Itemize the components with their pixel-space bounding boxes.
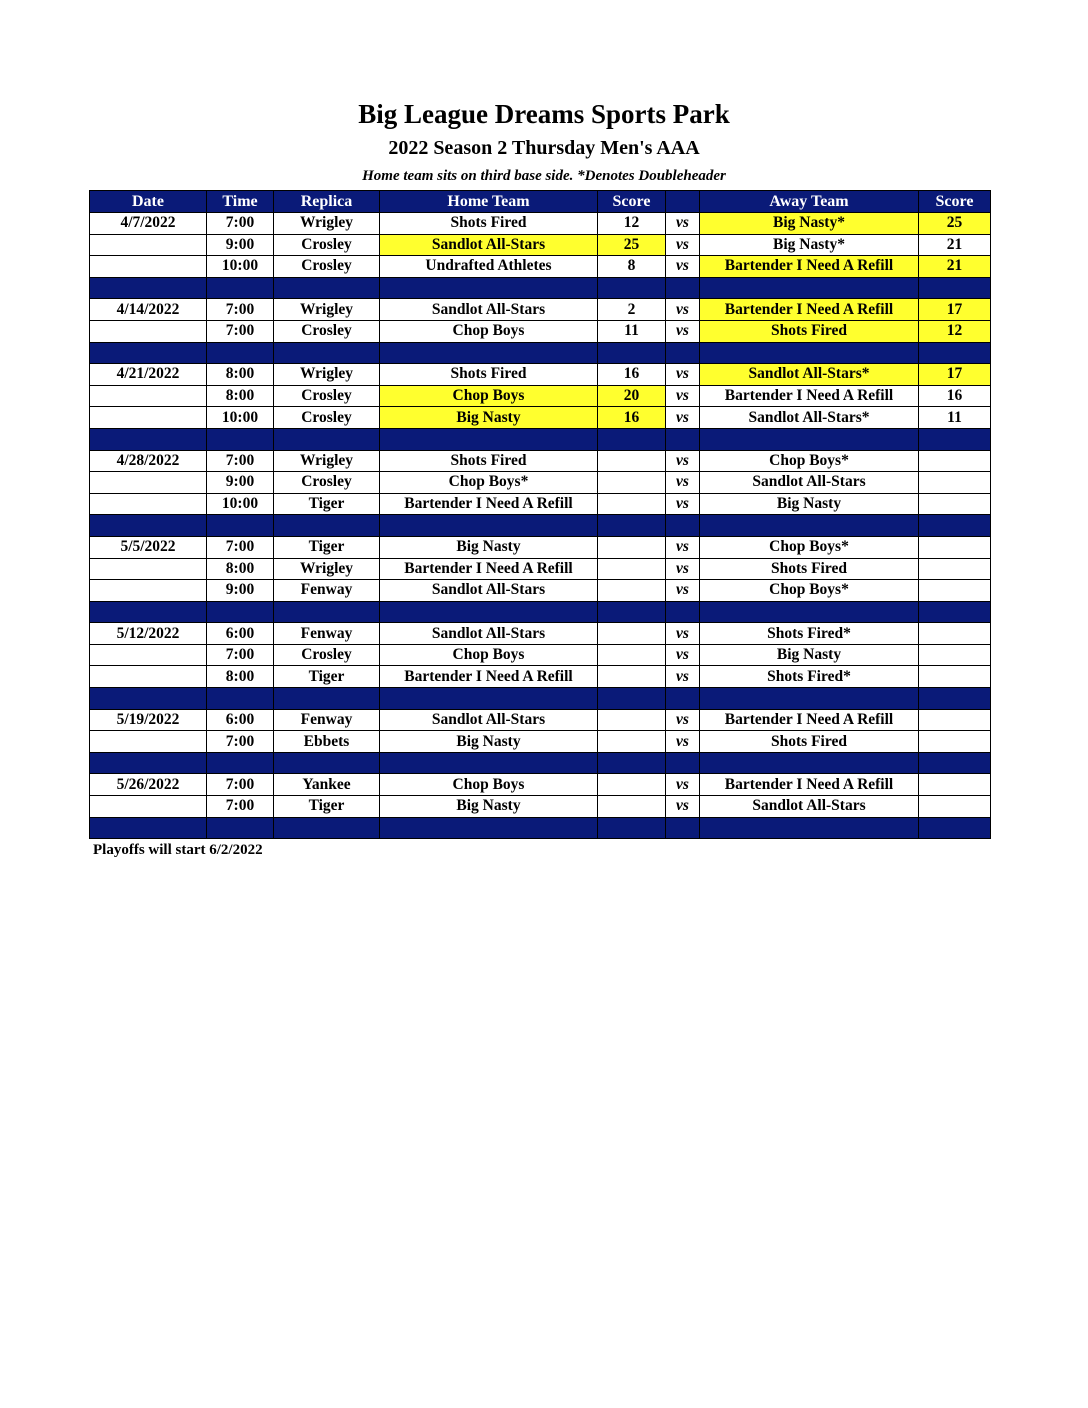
game-replica: Crosley bbox=[274, 320, 380, 342]
game-time: 8:00 bbox=[207, 666, 274, 688]
away-score bbox=[919, 450, 991, 472]
separator-cell bbox=[919, 428, 991, 450]
game-replica: Tiger bbox=[274, 666, 380, 688]
playoffs-note: Playoffs will start 6/2/2022 bbox=[93, 842, 263, 858]
home-team: Big Nasty bbox=[380, 407, 598, 429]
home-team: Chop Boys bbox=[380, 320, 598, 342]
home-score bbox=[598, 709, 666, 731]
home-score bbox=[598, 666, 666, 688]
away-team: Bartender I Need A Refill bbox=[700, 256, 919, 278]
column-header-away-score: Score bbox=[919, 191, 991, 213]
away-score: 17 bbox=[919, 299, 991, 321]
home-team: Shots Fired bbox=[380, 213, 598, 235]
away-score bbox=[919, 774, 991, 796]
separator-cell bbox=[666, 688, 700, 710]
vs-label: vs bbox=[666, 666, 700, 688]
home-score: 2 bbox=[598, 299, 666, 321]
home-team: Sandlot All-Stars bbox=[380, 709, 598, 731]
game-time: 7:00 bbox=[207, 213, 274, 235]
away-team: Big Nasty* bbox=[700, 213, 919, 235]
schedule-note: Home team sits on third base side. *Denotes Doubleheader bbox=[362, 168, 726, 184]
separator-cell bbox=[919, 601, 991, 623]
home-score bbox=[598, 623, 666, 645]
week-separator bbox=[90, 688, 991, 710]
game-date bbox=[90, 385, 207, 407]
separator-cell bbox=[598, 817, 666, 839]
table-row bbox=[90, 623, 991, 645]
table-row bbox=[90, 644, 991, 666]
game-time: 7:00 bbox=[207, 320, 274, 342]
separator-cell bbox=[598, 688, 666, 710]
home-score bbox=[598, 644, 666, 666]
away-score: 11 bbox=[919, 407, 991, 429]
separator-cell bbox=[274, 428, 380, 450]
game-replica: Yankee bbox=[274, 774, 380, 796]
away-score: 25 bbox=[919, 213, 991, 235]
away-team: Big Nasty bbox=[700, 644, 919, 666]
away-team: Shots Fired* bbox=[700, 666, 919, 688]
home-team: Chop Boys bbox=[380, 644, 598, 666]
table-row bbox=[90, 450, 991, 472]
column-header-home-score: Score bbox=[598, 191, 666, 213]
separator-cell bbox=[919, 515, 991, 537]
game-time: 7:00 bbox=[207, 536, 274, 558]
game-date: 4/28/2022 bbox=[90, 450, 207, 472]
away-team: Chop Boys* bbox=[700, 536, 919, 558]
game-replica: Wrigley bbox=[274, 558, 380, 580]
separator-cell bbox=[666, 601, 700, 623]
table-row bbox=[90, 234, 991, 256]
away-score bbox=[919, 493, 991, 515]
away-score bbox=[919, 580, 991, 602]
separator-cell bbox=[700, 428, 919, 450]
separator-cell bbox=[666, 515, 700, 537]
home-score bbox=[598, 450, 666, 472]
game-time: 7:00 bbox=[207, 299, 274, 321]
game-time: 8:00 bbox=[207, 558, 274, 580]
away-team: Shots Fired bbox=[700, 558, 919, 580]
table-row bbox=[90, 796, 991, 818]
separator-cell bbox=[90, 428, 207, 450]
game-date bbox=[90, 493, 207, 515]
away-score bbox=[919, 709, 991, 731]
separator-cell bbox=[207, 601, 274, 623]
table-row bbox=[90, 580, 991, 602]
vs-label: vs bbox=[666, 774, 700, 796]
away-team: Sandlot All-Stars bbox=[700, 796, 919, 818]
separator-cell bbox=[90, 752, 207, 774]
separator-cell bbox=[700, 601, 919, 623]
separator-cell bbox=[666, 342, 700, 364]
separator-cell bbox=[90, 688, 207, 710]
game-time: 9:00 bbox=[207, 234, 274, 256]
home-team: Chop Boys* bbox=[380, 472, 598, 494]
away-team: Sandlot All-Stars bbox=[700, 472, 919, 494]
separator-cell bbox=[598, 277, 666, 299]
home-team: Shots Fired bbox=[380, 364, 598, 386]
away-score: 16 bbox=[919, 385, 991, 407]
home-score bbox=[598, 796, 666, 818]
game-replica: Fenway bbox=[274, 580, 380, 602]
table-row bbox=[90, 709, 991, 731]
separator-cell bbox=[919, 817, 991, 839]
game-date bbox=[90, 234, 207, 256]
away-team: Sandlot All-Stars* bbox=[700, 364, 919, 386]
separator-cell bbox=[274, 277, 380, 299]
vs-label: vs bbox=[666, 450, 700, 472]
separator-cell bbox=[919, 688, 991, 710]
home-team: Sandlot All-Stars bbox=[380, 299, 598, 321]
vs-label: vs bbox=[666, 493, 700, 515]
game-time: 7:00 bbox=[207, 644, 274, 666]
game-time: 10:00 bbox=[207, 256, 274, 278]
vs-label: vs bbox=[666, 580, 700, 602]
home-score bbox=[598, 558, 666, 580]
week-separator bbox=[90, 515, 991, 537]
column-header-away-team: Away Team bbox=[700, 191, 919, 213]
home-team: Sandlot All-Stars bbox=[380, 623, 598, 645]
away-team: Bartender I Need A Refill bbox=[700, 385, 919, 407]
separator-cell bbox=[274, 752, 380, 774]
home-score: 8 bbox=[598, 256, 666, 278]
schedule-body bbox=[90, 213, 991, 839]
home-team: Bartender I Need A Refill bbox=[380, 493, 598, 515]
vs-label: vs bbox=[666, 536, 700, 558]
table-row bbox=[90, 385, 991, 407]
game-time: 9:00 bbox=[207, 472, 274, 494]
table-row bbox=[90, 558, 991, 580]
game-replica: Crosley bbox=[274, 256, 380, 278]
page-subtitle: 2022 Season 2 Thursday Men's AAA bbox=[388, 137, 700, 159]
separator-cell bbox=[598, 601, 666, 623]
table-row bbox=[90, 364, 991, 386]
away-score bbox=[919, 536, 991, 558]
page-title: Big League Dreams Sports Park bbox=[358, 99, 730, 129]
schedule-table bbox=[89, 190, 991, 839]
separator-cell bbox=[380, 277, 598, 299]
separator-cell bbox=[207, 817, 274, 839]
away-score: 21 bbox=[919, 256, 991, 278]
away-score bbox=[919, 472, 991, 494]
home-score: 12 bbox=[598, 213, 666, 235]
vs-label: vs bbox=[666, 364, 700, 386]
vs-label: vs bbox=[666, 731, 700, 753]
separator-cell bbox=[90, 342, 207, 364]
separator-cell bbox=[700, 515, 919, 537]
game-date bbox=[90, 666, 207, 688]
away-score bbox=[919, 666, 991, 688]
home-score bbox=[598, 472, 666, 494]
game-replica: Tiger bbox=[274, 493, 380, 515]
week-separator bbox=[90, 342, 991, 364]
game-date: 4/14/2022 bbox=[90, 299, 207, 321]
away-score bbox=[919, 623, 991, 645]
vs-label: vs bbox=[666, 623, 700, 645]
separator-cell bbox=[207, 277, 274, 299]
game-date bbox=[90, 320, 207, 342]
home-score bbox=[598, 731, 666, 753]
column-header-vs bbox=[666, 191, 700, 213]
away-team: Shots Fired* bbox=[700, 623, 919, 645]
game-time: 7:00 bbox=[207, 796, 274, 818]
game-date bbox=[90, 407, 207, 429]
game-replica: Crosley bbox=[274, 472, 380, 494]
away-team: Chop Boys* bbox=[700, 580, 919, 602]
separator-cell bbox=[380, 515, 598, 537]
away-team: Bartender I Need A Refill bbox=[700, 709, 919, 731]
vs-label: vs bbox=[666, 558, 700, 580]
game-date bbox=[90, 558, 207, 580]
column-header-time: Time bbox=[207, 191, 274, 213]
column-header-home-team: Home Team bbox=[380, 191, 598, 213]
separator-cell bbox=[380, 688, 598, 710]
separator-cell bbox=[274, 817, 380, 839]
game-time: 7:00 bbox=[207, 450, 274, 472]
week-separator bbox=[90, 428, 991, 450]
game-time: 8:00 bbox=[207, 385, 274, 407]
separator-cell bbox=[90, 515, 207, 537]
game-date: 4/7/2022 bbox=[90, 213, 207, 235]
game-date: 5/26/2022 bbox=[90, 774, 207, 796]
away-team: Big Nasty bbox=[700, 493, 919, 515]
game-date: 4/21/2022 bbox=[90, 364, 207, 386]
table-row bbox=[90, 320, 991, 342]
game-time: 10:00 bbox=[207, 493, 274, 515]
home-score: 20 bbox=[598, 385, 666, 407]
separator-cell bbox=[598, 515, 666, 537]
game-date: 5/19/2022 bbox=[90, 709, 207, 731]
vs-label: vs bbox=[666, 407, 700, 429]
separator-cell bbox=[700, 688, 919, 710]
away-team: Shots Fired bbox=[700, 731, 919, 753]
away-team: Shots Fired bbox=[700, 320, 919, 342]
separator-cell bbox=[274, 342, 380, 364]
game-replica: Ebbets bbox=[274, 731, 380, 753]
away-team: Sandlot All-Stars* bbox=[700, 407, 919, 429]
vs-label: vs bbox=[666, 644, 700, 666]
separator-cell bbox=[207, 515, 274, 537]
game-replica: Tiger bbox=[274, 536, 380, 558]
game-time: 9:00 bbox=[207, 580, 274, 602]
separator-cell bbox=[380, 601, 598, 623]
separator-cell bbox=[598, 752, 666, 774]
away-score bbox=[919, 731, 991, 753]
table-header-row bbox=[90, 191, 991, 213]
vs-label: vs bbox=[666, 472, 700, 494]
separator-cell bbox=[919, 752, 991, 774]
separator-cell bbox=[207, 428, 274, 450]
home-score bbox=[598, 580, 666, 602]
away-team: Bartender I Need A Refill bbox=[700, 774, 919, 796]
away-score: 21 bbox=[919, 234, 991, 256]
game-replica: Wrigley bbox=[274, 364, 380, 386]
home-team: Chop Boys bbox=[380, 385, 598, 407]
separator-cell bbox=[274, 515, 380, 537]
home-score: 16 bbox=[598, 407, 666, 429]
table-row bbox=[90, 472, 991, 494]
separator-cell bbox=[666, 752, 700, 774]
vs-label: vs bbox=[666, 796, 700, 818]
separator-cell bbox=[666, 817, 700, 839]
home-team: Big Nasty bbox=[380, 731, 598, 753]
game-replica: Wrigley bbox=[274, 213, 380, 235]
home-score: 25 bbox=[598, 234, 666, 256]
game-date bbox=[90, 580, 207, 602]
separator-cell bbox=[380, 817, 598, 839]
game-replica: Crosley bbox=[274, 407, 380, 429]
game-replica: Fenway bbox=[274, 709, 380, 731]
game-replica: Wrigley bbox=[274, 299, 380, 321]
separator-cell bbox=[274, 601, 380, 623]
away-team: Chop Boys* bbox=[700, 450, 919, 472]
separator-cell bbox=[380, 428, 598, 450]
separator-cell bbox=[700, 817, 919, 839]
game-date bbox=[90, 731, 207, 753]
home-score: 16 bbox=[598, 364, 666, 386]
table-row bbox=[90, 407, 991, 429]
game-date bbox=[90, 256, 207, 278]
vs-label: vs bbox=[666, 709, 700, 731]
week-separator bbox=[90, 817, 991, 839]
game-time: 6:00 bbox=[207, 623, 274, 645]
separator-cell bbox=[919, 277, 991, 299]
home-score bbox=[598, 774, 666, 796]
game-time: 10:00 bbox=[207, 407, 274, 429]
home-team: Big Nasty bbox=[380, 536, 598, 558]
home-score bbox=[598, 493, 666, 515]
separator-cell bbox=[90, 601, 207, 623]
separator-cell bbox=[598, 342, 666, 364]
table-row bbox=[90, 299, 991, 321]
home-team: Shots Fired bbox=[380, 450, 598, 472]
game-replica: Wrigley bbox=[274, 450, 380, 472]
table-row bbox=[90, 213, 991, 235]
away-score bbox=[919, 644, 991, 666]
separator-cell bbox=[90, 817, 207, 839]
separator-cell bbox=[666, 277, 700, 299]
home-team: Bartender I Need A Refill bbox=[380, 558, 598, 580]
separator-cell bbox=[207, 342, 274, 364]
separator-cell bbox=[919, 342, 991, 364]
home-team: Sandlot All-Stars bbox=[380, 580, 598, 602]
away-score: 12 bbox=[919, 320, 991, 342]
week-separator bbox=[90, 601, 991, 623]
vs-label: vs bbox=[666, 299, 700, 321]
game-date bbox=[90, 472, 207, 494]
away-score bbox=[919, 558, 991, 580]
separator-cell bbox=[380, 752, 598, 774]
separator-cell bbox=[666, 428, 700, 450]
home-team: Undrafted Athletes bbox=[380, 256, 598, 278]
game-time: 7:00 bbox=[207, 731, 274, 753]
vs-label: vs bbox=[666, 256, 700, 278]
game-replica: Crosley bbox=[274, 385, 380, 407]
away-score: 17 bbox=[919, 364, 991, 386]
game-time: 6:00 bbox=[207, 709, 274, 731]
home-team: Bartender I Need A Refill bbox=[380, 666, 598, 688]
separator-cell bbox=[90, 277, 207, 299]
separator-cell bbox=[207, 688, 274, 710]
home-team: Chop Boys bbox=[380, 774, 598, 796]
separator-cell bbox=[274, 688, 380, 710]
home-score: 11 bbox=[598, 320, 666, 342]
away-team: Big Nasty* bbox=[700, 234, 919, 256]
table-row bbox=[90, 493, 991, 515]
game-replica: Fenway bbox=[274, 623, 380, 645]
game-replica: Tiger bbox=[274, 796, 380, 818]
away-score bbox=[919, 796, 991, 818]
vs-label: vs bbox=[666, 320, 700, 342]
separator-cell bbox=[380, 342, 598, 364]
away-team: Bartender I Need A Refill bbox=[700, 299, 919, 321]
table-row bbox=[90, 256, 991, 278]
home-team: Big Nasty bbox=[380, 796, 598, 818]
separator-cell bbox=[700, 277, 919, 299]
game-date bbox=[90, 644, 207, 666]
column-header-replica: Replica bbox=[274, 191, 380, 213]
vs-label: vs bbox=[666, 385, 700, 407]
game-date bbox=[90, 796, 207, 818]
table-row bbox=[90, 536, 991, 558]
game-time: 7:00 bbox=[207, 774, 274, 796]
game-replica: Crosley bbox=[274, 644, 380, 666]
table-row bbox=[90, 774, 991, 796]
game-date: 5/5/2022 bbox=[90, 536, 207, 558]
separator-cell bbox=[700, 342, 919, 364]
table-row bbox=[90, 666, 991, 688]
vs-label: vs bbox=[666, 234, 700, 256]
home-team: Sandlot All-Stars bbox=[380, 234, 598, 256]
table-row bbox=[90, 731, 991, 753]
game-time: 8:00 bbox=[207, 364, 274, 386]
game-date: 5/12/2022 bbox=[90, 623, 207, 645]
column-header-date: Date bbox=[90, 191, 207, 213]
home-score bbox=[598, 536, 666, 558]
week-separator bbox=[90, 752, 991, 774]
game-replica: Crosley bbox=[274, 234, 380, 256]
vs-label: vs bbox=[666, 213, 700, 235]
separator-cell bbox=[700, 752, 919, 774]
separator-cell bbox=[598, 428, 666, 450]
separator-cell bbox=[207, 752, 274, 774]
week-separator bbox=[90, 277, 991, 299]
